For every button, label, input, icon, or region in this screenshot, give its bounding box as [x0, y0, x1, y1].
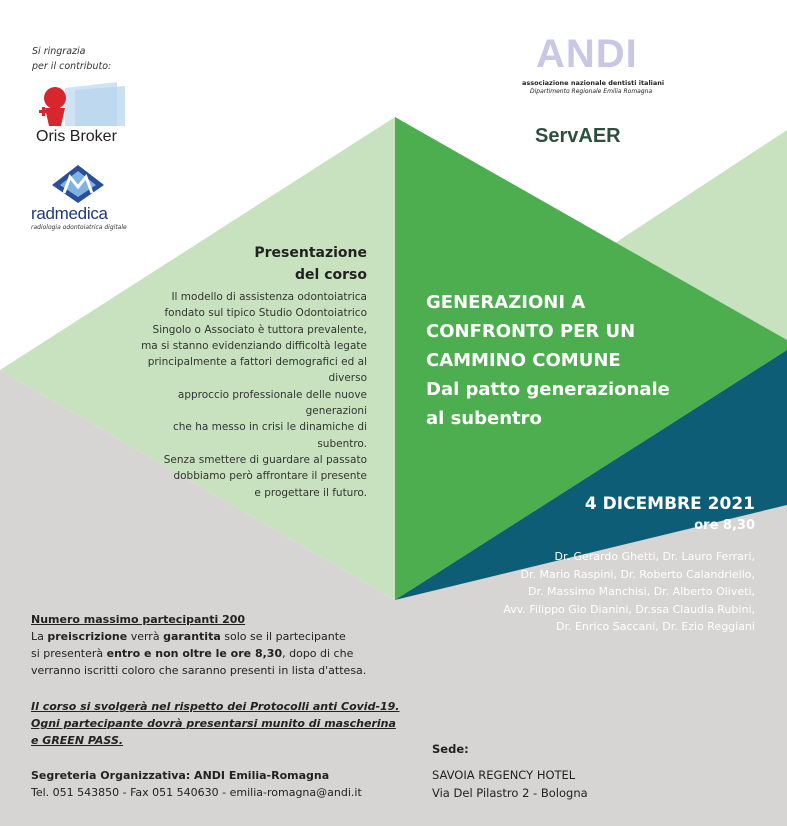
course-subtitle-line-1: Dal patto generazionale — [426, 379, 670, 400]
venue-hotel: SAVOIA REGENCY HOTEL — [432, 768, 576, 782]
deadline-line: si presenterà entro e non oltre le ore 8,30, dopo di che — [31, 647, 354, 660]
presentation-line: approccio professionale delle nuove generazioni — [177, 388, 367, 418]
presentation-line: Il modello di assistenza odontoiatrica — [171, 291, 367, 303]
presentation-line: dobbiamo però affrontare il presente — [173, 470, 367, 483]
venue-label: Sede: — [432, 742, 469, 756]
organizing-secretariat — [31, 767, 362, 801]
max-participants: Numero massimo partecipanti 200 — [31, 613, 246, 626]
course-title-line-1: GENERAZIONI A — [426, 292, 586, 313]
presentation-title-line-2: del corso — [295, 267, 367, 283]
secretariat-contacts[interactable]: Tel. 051 543850 - Fax 051 540630 - emilia-romagna@andi.it — [31, 786, 362, 799]
thanks-line-2: per il contributo: — [32, 61, 112, 72]
course-title — [426, 288, 746, 433]
speakers-line: Dr. Mario Raspini, Dr. Roberto Calandriello, — [520, 567, 755, 581]
presentation-line: Singolo o Associato è tuttora prevalente, — [152, 323, 367, 336]
covid-line-3: e GREEN PASS. — [31, 734, 124, 747]
andi-department: Dipartimento Regionale Emilia Romagna — [530, 88, 653, 95]
speakers-line: Avv. Filippo Gio Dianini, Dr.ssa Claudia Rubini, — [503, 602, 755, 616]
venue-address: Via Del Pilastro 2 - Bologna — [432, 786, 588, 800]
sponsor-thanks — [32, 44, 111, 74]
covid-line-1: Il corso si svolgerà nel rispetto dei Protocolli anti Covid-19. — [31, 700, 400, 713]
radmedica-logo-icon — [50, 163, 106, 203]
covid-notice — [31, 698, 400, 749]
presentation-line: Senza smettere di guardare al passato — [163, 453, 367, 466]
course-title-line-3: CAMMINO COMUNE — [426, 350, 621, 371]
venue — [432, 740, 588, 802]
preregistration-line: La preiscrizione verrà garantita solo se il partecipante — [31, 630, 346, 643]
radmedica-name: radmedica — [31, 204, 108, 223]
speakers-line: Dr. Gerardo Ghetti, Dr. Lauro Ferrari, — [554, 550, 755, 563]
oris-broker-name: Oris Broker — [36, 128, 117, 145]
course-subtitle-line-2: al subentro — [426, 408, 542, 429]
presentation-title — [254, 242, 367, 286]
event-time: ore 8,30 — [694, 518, 755, 533]
speakers-list — [503, 548, 755, 636]
presentation-title-line-1: Presentazione — [254, 245, 367, 261]
andi-full-name: associazione nazionale dentisti italiani — [522, 79, 665, 87]
andi-logo: ANDI — [536, 32, 638, 76]
thanks-line-1: Si ringrazia — [32, 46, 86, 57]
presentation-line: e progettare il futuro. — [254, 486, 367, 499]
oris-broker-logo-icon — [35, 80, 135, 128]
speakers-line: Dr. Enrico Saccani, Dr. Ezio Reggiani — [555, 620, 755, 633]
secretariat-label: Segreteria Organizzativa: ANDI Emilia-Romagna — [31, 769, 330, 782]
servier-logo: ServAER — [535, 125, 621, 147]
presentation-line: ma si stanno evidenziando difficoltà legate — [141, 339, 367, 352]
event-date: 4 DICEMBRE 2021 — [584, 494, 755, 514]
registration-info — [31, 611, 411, 679]
presentation-line: che ha messo in crisi le dinamiche di subentro. — [172, 421, 367, 450]
covid-line-2: Ogni partecipante dovrà presentarsi munito di mascherina — [31, 717, 396, 730]
presentation-body — [127, 289, 367, 501]
radmedica-tagline: radiologia odontoiatrica digitale — [31, 224, 127, 231]
presentation-line: principalmente a fattori demografici ed al diverso — [147, 356, 367, 385]
course-title-line-2: CONFRONTO PER UN — [426, 321, 636, 342]
presentation-line: fondato sul tipico Studio Odontoiatrico — [164, 307, 367, 320]
waitlist-line: verranno iscritti coloro che saranno presenti in lista d'attesa. — [31, 664, 367, 677]
speakers-line: Dr. Massimo Manchisi, Dr. Alberto Oliveti, — [527, 585, 755, 598]
